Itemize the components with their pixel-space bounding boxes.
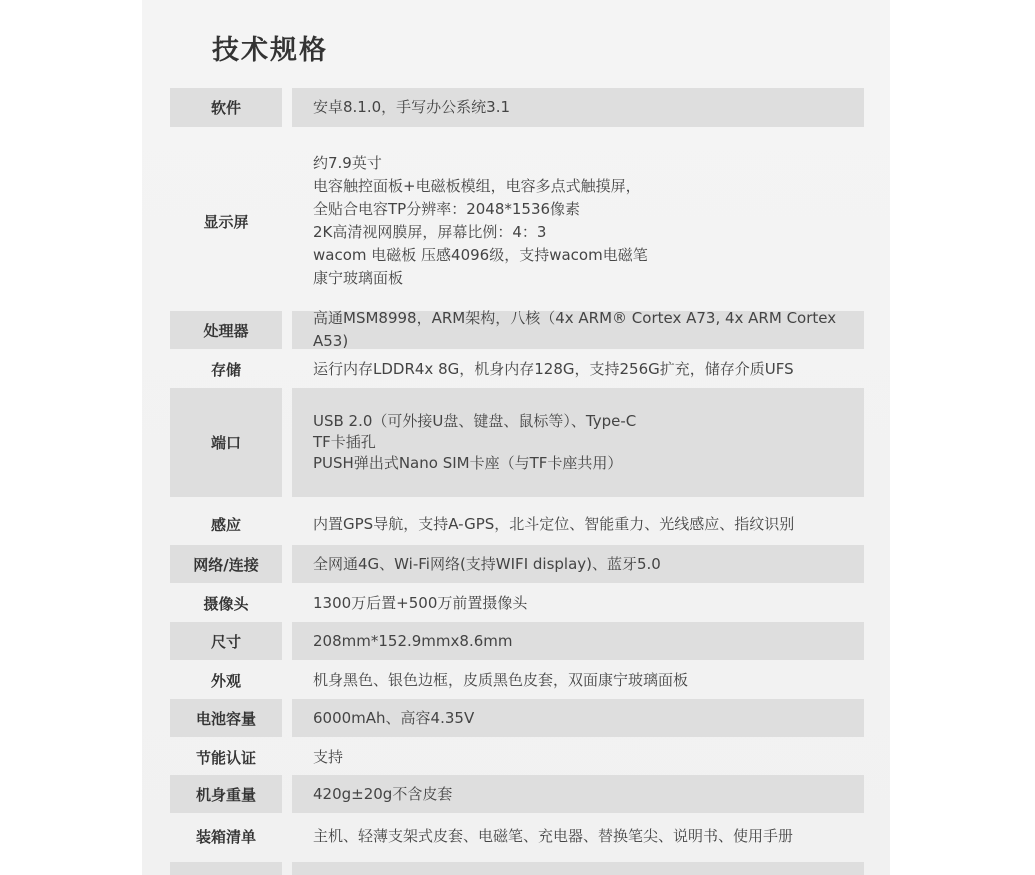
spec-value	[292, 740, 864, 774]
spec-row	[170, 740, 864, 774]
spec-value-line: 电容触控面板+电磁板模组，电容多点式触摸屏，	[313, 177, 641, 195]
spec-label: 端口	[170, 388, 282, 497]
spec-row	[170, 311, 864, 349]
spec-value-line: 高通MSM8998，ARM架构，八核（4x ARM® Cortex A73, 4x ARM Cortex A53)	[313, 309, 837, 350]
spec-value-line: 主机、轻薄支架式皮套、电磁笔、充电器、替换笔尖、说明书、使用手册	[313, 826, 794, 845]
spec-row	[170, 663, 864, 697]
spec-row	[170, 586, 864, 620]
page-title: 技术规格	[212, 35, 328, 66]
spec-value	[292, 622, 864, 660]
spec-value	[292, 311, 864, 349]
spec-label: 摄像头	[203, 594, 249, 613]
spec-label: 装箱清单	[195, 827, 256, 846]
spec-row	[170, 862, 864, 875]
spec-label: 网络/连接	[170, 545, 282, 583]
spec-label	[170, 862, 282, 875]
spec-row	[170, 622, 864, 660]
spec-value-line: 全贴合电容TP分辨率：2048*1536像素	[313, 200, 581, 218]
spec-value	[292, 699, 864, 737]
spec-value-line: 2K高清视网膜屏，屏幕比例：4：3	[313, 223, 547, 241]
spec-value	[292, 388, 864, 497]
spec-row	[170, 816, 864, 856]
spec-value	[292, 88, 864, 127]
spec-value-line: 全网通4G、Wi-Fi网络(支持WIFI display)、蓝牙5.0	[313, 554, 661, 573]
spec-row	[170, 545, 864, 583]
spec-value-line: PUSH弹出式Nano SIM卡座（与TF卡座共用）	[313, 454, 623, 472]
spec-label: 外观	[210, 671, 241, 690]
spec-value-line: 1300万后置+500万前置摄像头	[313, 593, 528, 612]
spec-value-line: 6000mAh、高容4.35V	[313, 708, 475, 727]
spec-row	[170, 388, 864, 497]
spec-value-line: 420g±20g不含皮套	[313, 784, 453, 803]
spec-value-line: 208mm*152.9mmx8.6mm	[313, 631, 513, 650]
spec-label: 存储	[210, 360, 241, 379]
spec-row	[170, 775, 864, 813]
spec-value	[292, 506, 864, 542]
spec-label: 感应	[210, 515, 241, 534]
spec-value	[292, 352, 864, 386]
spec-value-line: 安卓8.1.0，手写办公系统3.1	[313, 98, 511, 116]
spec-label: 节能认证	[195, 748, 256, 767]
spec-value-line: 约7.9英寸	[313, 154, 382, 172]
spec-label: 尺寸	[170, 622, 282, 660]
spec-value-line: 运行内存LDDR4x 8G，机身内存128G，支持256G扩充，储存介质UFS	[313, 359, 794, 378]
spec-value-line: 支持	[313, 747, 344, 766]
spec-sheet	[142, 0, 890, 875]
spec-label: 处理器	[170, 311, 282, 349]
spec-value	[292, 545, 864, 583]
spec-value	[292, 135, 864, 307]
spec-label: 软件	[170, 88, 282, 127]
spec-row	[170, 88, 864, 127]
spec-row	[170, 135, 864, 307]
spec-value	[292, 816, 864, 856]
spec-label: 机身重量	[170, 775, 282, 813]
spec-value-line: USB 2.0（可外接U盘、键盘、鼠标等）、Type-C	[313, 412, 637, 430]
spec-value	[292, 586, 864, 620]
spec-row	[170, 506, 864, 542]
spec-label: 电池容量	[170, 699, 282, 737]
spec-row	[170, 352, 864, 386]
spec-row	[170, 699, 864, 737]
spec-value	[292, 775, 864, 813]
spec-value	[292, 663, 864, 697]
spec-value	[292, 862, 864, 875]
spec-value-line: 机身黑色、银色边框，皮质黑色皮套，双面康宁玻璃面板	[313, 670, 689, 689]
spec-value-line: 康宁玻璃面板	[313, 269, 404, 287]
spec-label: 显示屏	[203, 212, 249, 231]
spec-value-line: TF卡插孔	[313, 433, 376, 451]
spec-value-line: 内置GPS导航，支持A-GPS，北斗定位、智能重力、光线感应、指纹识别	[313, 514, 795, 533]
spec-value-line: wacom 电磁板 压感4096级，支持wacom电磁笔	[313, 246, 648, 264]
